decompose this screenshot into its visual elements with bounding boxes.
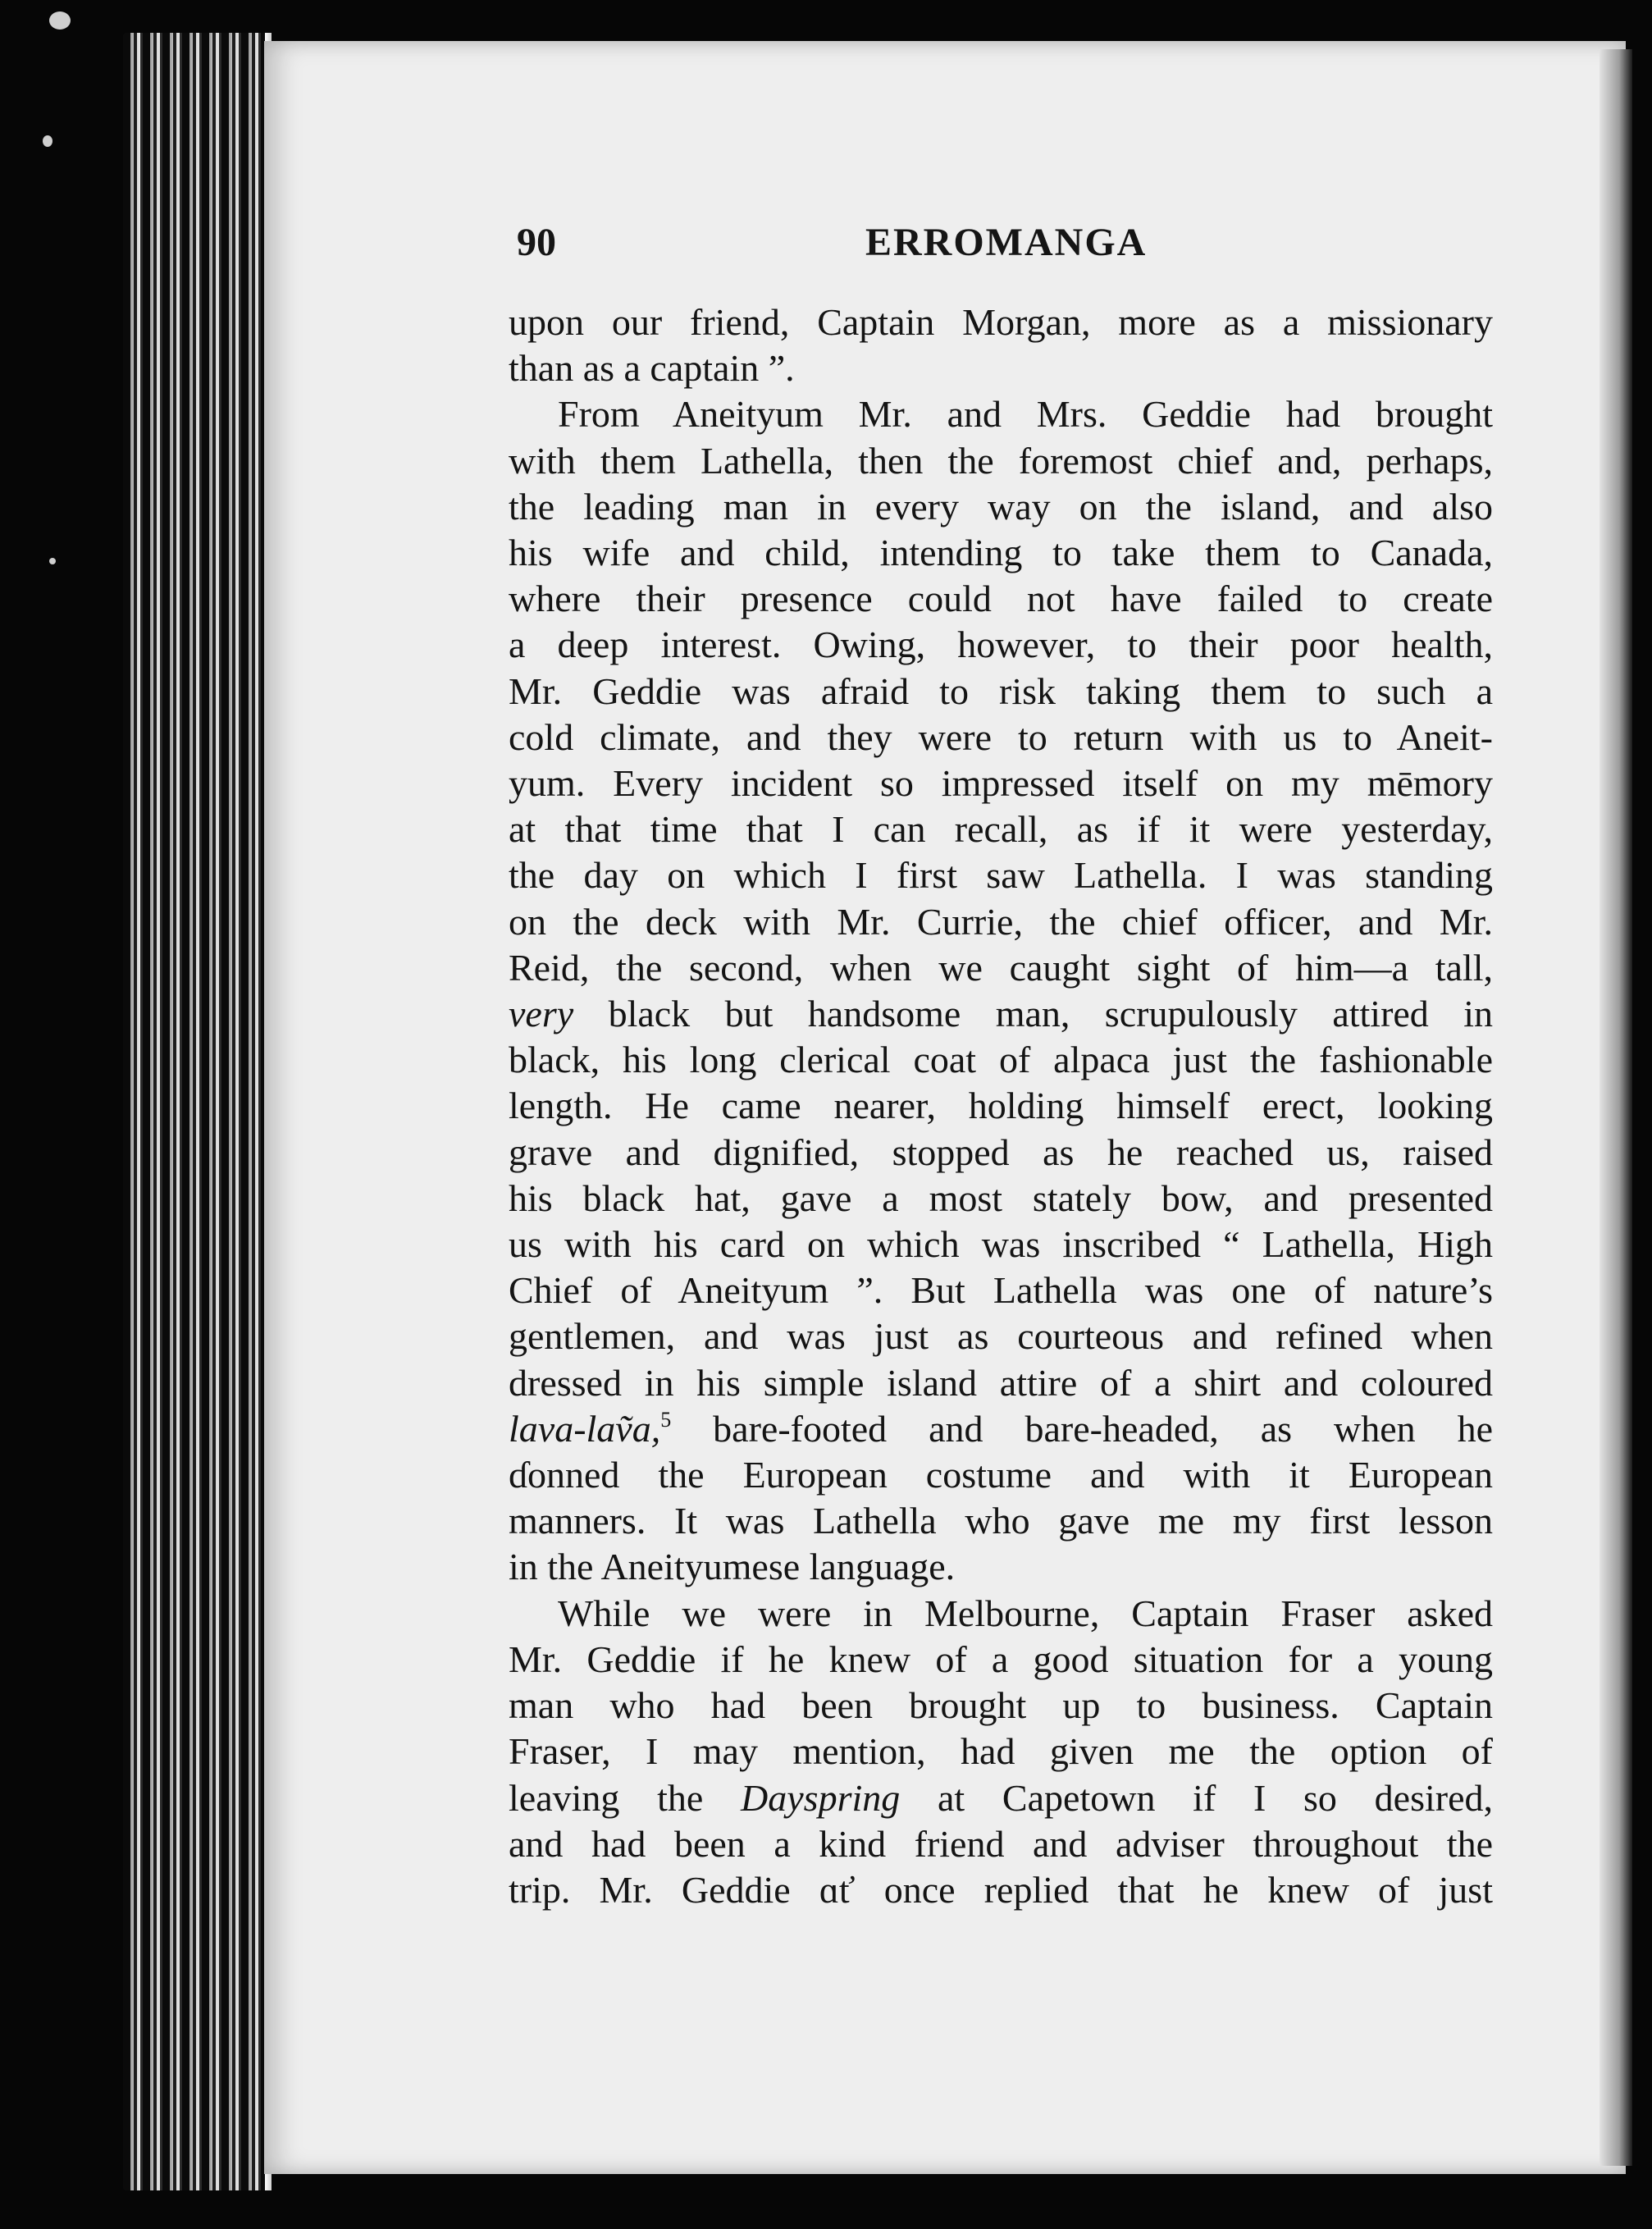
text-line: with them Lathella, then the foremost chief and, perhaps, — [509, 439, 1493, 482]
text-line: very black but handsome man, scrupulously attired in — [509, 993, 1493, 1035]
text-line: Mr. Geddie if he knew of a good situation for a young — [509, 1637, 1493, 1680]
page-right-edge — [1600, 49, 1632, 2166]
text-line: Chief of Aneityum ”. But Lathella was one of nature’s — [509, 1269, 1493, 1312]
scan-speck — [49, 558, 56, 564]
text-line: grave and dignified, stopped as he reached us, raised — [509, 1130, 1493, 1173]
text-line: yum. Every incident so impressed itself on my mēmory — [509, 762, 1493, 805]
text-line: his black hat, gave a most stately bow, and presented — [509, 1176, 1493, 1219]
paragraph — [509, 1591, 1493, 1913]
page-edges — [123, 33, 267, 2190]
text-line: Fraser, I may mention, had given me the option of — [509, 1730, 1493, 1773]
text-line: his wife and child, intending to take them to Canada, — [509, 532, 1493, 574]
text-line: ɗonned the European costume and with it European — [509, 1454, 1493, 1496]
running-head: ERROMANGA — [865, 221, 1148, 264]
text-line: While we were in Melbourne, Captain Fraser asked — [558, 1592, 1493, 1634]
text-line: than as a captain ”. — [509, 347, 795, 390]
body-text — [509, 299, 1493, 1913]
page-number: 90 — [517, 221, 556, 264]
text-line: at that time that I can recall, as if it were yesterday, — [509, 808, 1493, 851]
text-line: a deep interest. Owing, however, to their poor health, — [509, 623, 1493, 666]
text-line: dressed in his simple island attire of a shirt and coloured — [509, 1361, 1493, 1404]
text-line: Mr. Geddie was afraid to risk taking them to such a — [509, 669, 1493, 712]
text-line: us with his card on which was inscribed “ Lathella, High — [509, 1223, 1493, 1266]
text-line: in the Aneityumese language. — [509, 1546, 956, 1588]
text-line: upon our friend, Captain Morgan, more as a missionary — [509, 301, 1493, 343]
scan-speck — [49, 11, 71, 30]
text-line: black, his long clerical coat of alpaca just the fashionable — [509, 1039, 1493, 1081]
text-line: lava-laṽa,$^5$ bare-footed and bare-headed, as when he — [509, 1407, 1493, 1450]
text-line: cold climate, and they were to return with us to Aneit- — [509, 715, 1493, 758]
text-line: trip. Mr. Geddie ɑť once replied that he knew of just — [509, 1868, 1493, 1911]
text-line: man who had been brought up to business. Captain — [509, 1684, 1493, 1727]
text-line: leaving the Dayspring at Capetown if I so desired, — [509, 1776, 1493, 1819]
scan-speck — [43, 135, 52, 147]
text-line: on the deck with Mr. Currie, the chief officer, and Mr. — [509, 900, 1493, 943]
text-line: Reid, the second, when we caught sight of him—a tall, — [509, 946, 1493, 989]
text-line: gentlemen, and was just as courteous and refined when — [509, 1315, 1493, 1358]
text-line: where their presence could not have failed to create — [509, 578, 1493, 620]
paragraph — [509, 299, 1493, 391]
text-line: and had been a kind friend and adviser throughout the — [509, 1822, 1493, 1865]
text-line: the leading man in every way on the island, and also — [509, 485, 1493, 528]
text-line: From Aneityum Mr. and Mrs. Geddie had brought — [558, 393, 1493, 436]
text-line: the day on which I first saw Lathella. I was standing — [509, 854, 1493, 897]
text-line: manners. It was Lathella who gave me my first lesson — [509, 1500, 1493, 1542]
text-line: length. He came nearer, holding himself erect, looking — [509, 1085, 1493, 1127]
paragraph — [509, 391, 1493, 1590]
